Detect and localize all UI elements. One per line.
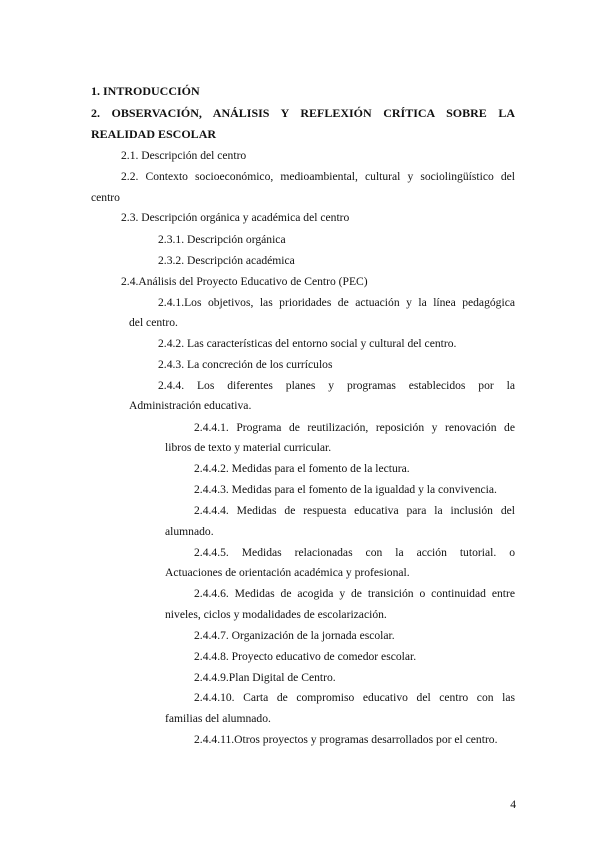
toc-entry-2-3-1: 2.3.1. Descripción orgánica	[158, 233, 286, 246]
toc-heading-2-line2: REALIDAD ESCOLAR	[91, 127, 217, 141]
toc-entry-2-4-1-line2: del centro.	[129, 316, 178, 329]
toc-entry-2-4-4-10-line2: familias del alumnado.	[165, 712, 271, 725]
toc-heading-2-line1: 2. OBSERVACIÓN, ANÁLISIS Y REFLEXIÓN CRÍTICA SOBRE LA	[91, 106, 515, 120]
toc-entry-2-3: 2.3. Descripción orgánica y académica del centro	[121, 211, 350, 224]
toc-entry-2-1: 2.1. Descripción del centro	[121, 149, 247, 162]
toc-entry-2-4-4-1-line2: libros de texto y material curricular.	[165, 441, 332, 454]
toc-entry-2-4-4-6-line1: 2.4.4.6. Medidas de acogida y de transición o continuidad entre	[194, 587, 515, 600]
toc-entry-2-4-4-2: 2.4.4.2. Medidas para el fomento de la lectura.	[194, 462, 410, 475]
toc-entry-2-4: 2.4.Análisis del Proyecto Educativo de Centro (PEC)	[121, 275, 368, 288]
toc-entry-2-4-4-1-line1: 2.4.4.1. Programa de reutilización, reposición y renovación de	[194, 421, 515, 434]
toc-entry-2-4-4-5-line1: 2.4.4.5. Medidas relacionadas con la acción tutorial. o	[194, 546, 515, 559]
toc-entry-2-4-4-10-line1: 2.4.4.10. Carta de compromiso educativo del centro con las	[194, 691, 515, 704]
toc-entry-2-4-3: 2.4.3. La concreción de los currículos	[158, 358, 333, 371]
toc-entry-2-4-4-5-line2: Actuaciones de orientación académica y profesional.	[165, 566, 410, 579]
toc-entry-2-4-4-9: 2.4.4.9.Plan Digital de Centro.	[194, 671, 336, 684]
toc-entry-2-2-line2: centro	[91, 191, 120, 204]
toc-entry-2-3-2: 2.3.2. Descripción académica	[158, 254, 295, 267]
toc-entry-2-2-line1: 2.2. Contexto socioeconómico, medioambiental, cultural y sociolingüístico del	[121, 170, 515, 183]
toc-entry-2-4-4-line2: Administración educativa.	[129, 399, 252, 412]
toc-entry-2-4-4-6-line2: niveles, ciclos y modalidades de escolarización.	[165, 608, 387, 621]
toc-entry-2-4-4-7: 2.4.4.7. Organización de la jornada escolar.	[194, 629, 395, 642]
toc-heading-1: 1. INTRODUCCIÓN	[91, 84, 200, 98]
toc-entry-2-4-4-3: 2.4.4.3. Medidas para el fomento de la igualdad y la convivencia.	[194, 483, 497, 496]
toc-entry-2-4-4-8: 2.4.4.8. Proyecto educativo de comedor escolar.	[194, 650, 417, 663]
toc-entry-2-4-1-line1: 2.4.1.Los objetivos, las prioridades de actuación y la línea pedagógica	[158, 296, 515, 309]
toc-entry-2-4-4-4-line2: alumnado.	[165, 525, 214, 538]
page-number: 4	[510, 798, 516, 811]
toc-entry-2-4-2: 2.4.2. Las características del entorno social y cultural del centro.	[158, 337, 457, 350]
toc-entry-2-4-4-4-line1: 2.4.4.4. Medidas de respuesta educativa para la inclusión del	[194, 504, 515, 517]
toc-entry-2-4-4-11: 2.4.4.11.Otros proyectos y programas desarrollados por el centro.	[194, 733, 498, 746]
toc-entry-2-4-4-line1: 2.4.4. Los diferentes planes y programas establecidos por la	[158, 379, 515, 392]
